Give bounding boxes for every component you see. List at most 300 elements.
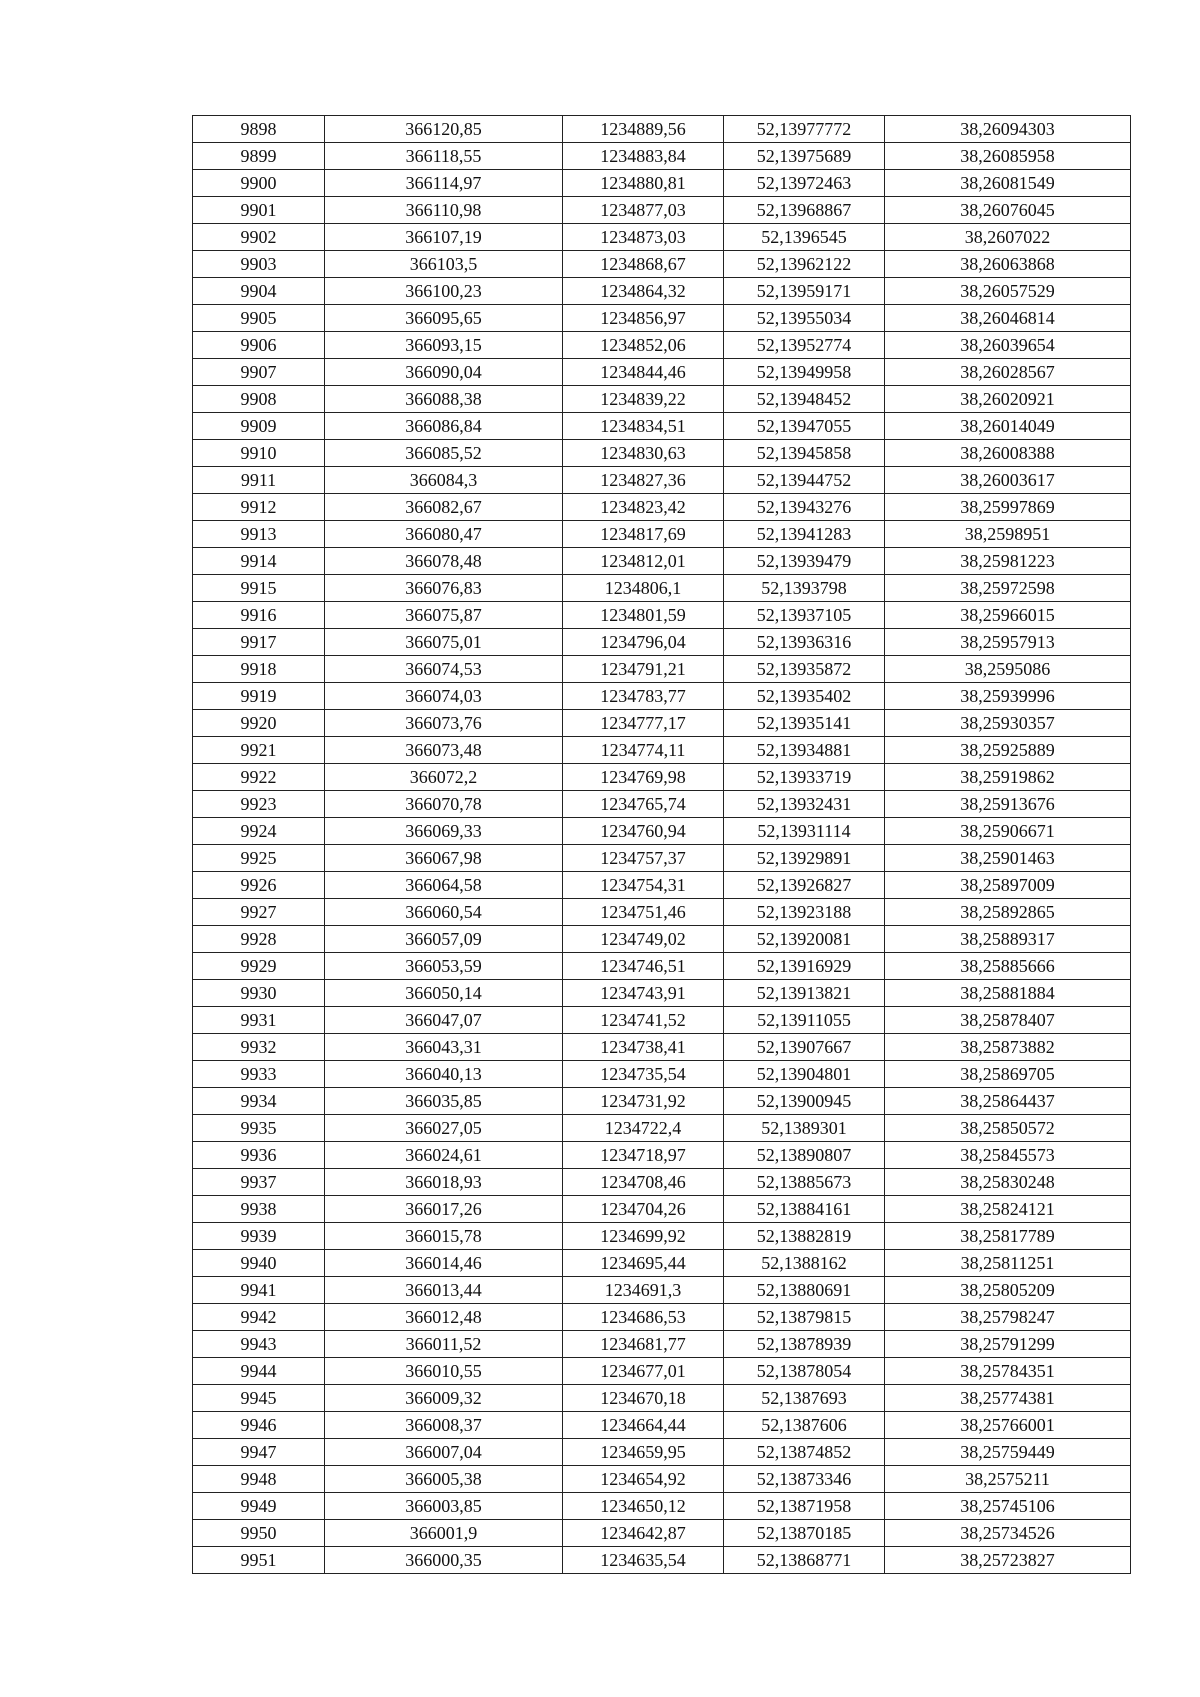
y-coordinate-cell: 1234757,37: [563, 845, 724, 872]
table-row: [193, 143, 1131, 170]
latitude-cell: 52,13935402: [724, 683, 885, 710]
y-coordinate-cell: 1234783,77: [563, 683, 724, 710]
x-coordinate-cell: 366001,9: [325, 1520, 563, 1547]
y-coordinate-cell: 1234880,81: [563, 170, 724, 197]
x-coordinate-cell: 366073,48: [325, 737, 563, 764]
longitude-cell: 38,26046814: [885, 305, 1131, 332]
x-coordinate-cell: 366069,33: [325, 818, 563, 845]
point-number-cell: 9901: [193, 197, 325, 224]
longitude-cell: 38,25892865: [885, 899, 1131, 926]
point-number-cell: 9945: [193, 1385, 325, 1412]
table-row: [193, 1007, 1131, 1034]
latitude-cell: 52,13885673: [724, 1169, 885, 1196]
longitude-cell: 38,25734526: [885, 1520, 1131, 1547]
longitude-cell: 38,25981223: [885, 548, 1131, 575]
x-coordinate-cell: 366013,44: [325, 1277, 563, 1304]
latitude-cell: 52,13911055: [724, 1007, 885, 1034]
table-row: [193, 1358, 1131, 1385]
y-coordinate-cell: 1234654,92: [563, 1466, 724, 1493]
table-row: [193, 116, 1131, 143]
y-coordinate-cell: 1234823,42: [563, 494, 724, 521]
table-row: [193, 1331, 1131, 1358]
point-number-cell: 9918: [193, 656, 325, 683]
x-coordinate-cell: 366057,09: [325, 926, 563, 953]
table-row: [193, 737, 1131, 764]
latitude-cell: 52,13873346: [724, 1466, 885, 1493]
point-number-cell: 9912: [193, 494, 325, 521]
table-row: [193, 1304, 1131, 1331]
longitude-cell: 38,26081549: [885, 170, 1131, 197]
table-row: [193, 710, 1131, 737]
point-number-cell: 9913: [193, 521, 325, 548]
longitude-cell: 38,25784351: [885, 1358, 1131, 1385]
table-row: [193, 845, 1131, 872]
table-row: [193, 467, 1131, 494]
latitude-cell: 52,13948452: [724, 386, 885, 413]
point-number-cell: 9939: [193, 1223, 325, 1250]
longitude-cell: 38,25850572: [885, 1115, 1131, 1142]
longitude-cell: 38,25881884: [885, 980, 1131, 1007]
y-coordinate-cell: 1234681,77: [563, 1331, 724, 1358]
latitude-cell: 52,13933719: [724, 764, 885, 791]
table-row: [193, 1034, 1131, 1061]
longitude-cell: 38,25766001: [885, 1412, 1131, 1439]
latitude-cell: 52,13913821: [724, 980, 885, 1007]
point-number-cell: 9934: [193, 1088, 325, 1115]
longitude-cell: 38,26063868: [885, 251, 1131, 278]
latitude-cell: 52,13947055: [724, 413, 885, 440]
longitude-cell: 38,26039654: [885, 332, 1131, 359]
x-coordinate-cell: 366107,19: [325, 224, 563, 251]
longitude-cell: 38,26057529: [885, 278, 1131, 305]
y-coordinate-cell: 1234751,46: [563, 899, 724, 926]
x-coordinate-cell: 366093,15: [325, 332, 563, 359]
longitude-cell: 38,25805209: [885, 1277, 1131, 1304]
y-coordinate-cell: 1234670,18: [563, 1385, 724, 1412]
point-number-cell: 9900: [193, 170, 325, 197]
longitude-cell: 38,2607022: [885, 224, 1131, 251]
table-row: [193, 548, 1131, 575]
table-row: [193, 764, 1131, 791]
latitude-cell: 52,13868771: [724, 1547, 885, 1574]
x-coordinate-cell: 366110,98: [325, 197, 563, 224]
point-number-cell: 9902: [193, 224, 325, 251]
x-coordinate-cell: 366014,46: [325, 1250, 563, 1277]
y-coordinate-cell: 1234877,03: [563, 197, 724, 224]
longitude-cell: 38,25897009: [885, 872, 1131, 899]
latitude-cell: 52,13900945: [724, 1088, 885, 1115]
longitude-cell: 38,25889317: [885, 926, 1131, 953]
x-coordinate-cell: 366017,26: [325, 1196, 563, 1223]
longitude-cell: 38,2598951: [885, 521, 1131, 548]
x-coordinate-cell: 366015,78: [325, 1223, 563, 1250]
y-coordinate-cell: 1234659,95: [563, 1439, 724, 1466]
latitude-cell: 52,13880691: [724, 1277, 885, 1304]
point-number-cell: 9929: [193, 953, 325, 980]
y-coordinate-cell: 1234868,67: [563, 251, 724, 278]
point-number-cell: 9922: [193, 764, 325, 791]
table-row: [193, 602, 1131, 629]
latitude-cell: 52,13871958: [724, 1493, 885, 1520]
y-coordinate-cell: 1234883,84: [563, 143, 724, 170]
x-coordinate-cell: 366060,54: [325, 899, 563, 926]
x-coordinate-cell: 366078,48: [325, 548, 563, 575]
table-row: [193, 224, 1131, 251]
longitude-cell: 38,26008388: [885, 440, 1131, 467]
latitude-cell: 52,13884161: [724, 1196, 885, 1223]
point-number-cell: 9919: [193, 683, 325, 710]
point-number-cell: 9932: [193, 1034, 325, 1061]
point-number-cell: 9908: [193, 386, 325, 413]
x-coordinate-cell: 366018,93: [325, 1169, 563, 1196]
point-number-cell: 9941: [193, 1277, 325, 1304]
latitude-cell: 52,13959171: [724, 278, 885, 305]
latitude-cell: 52,13944752: [724, 467, 885, 494]
table-row: [193, 1493, 1131, 1520]
x-coordinate-cell: 366103,5: [325, 251, 563, 278]
latitude-cell: 52,13907667: [724, 1034, 885, 1061]
x-coordinate-cell: 366082,67: [325, 494, 563, 521]
y-coordinate-cell: 1234642,87: [563, 1520, 724, 1547]
table-row: [193, 1196, 1131, 1223]
point-number-cell: 9950: [193, 1520, 325, 1547]
table-row: [193, 1250, 1131, 1277]
latitude-cell: 52,13926827: [724, 872, 885, 899]
x-coordinate-cell: 366035,85: [325, 1088, 563, 1115]
point-number-cell: 9940: [193, 1250, 325, 1277]
y-coordinate-cell: 1234801,59: [563, 602, 724, 629]
latitude-cell: 52,13890807: [724, 1142, 885, 1169]
table-row: [193, 1547, 1131, 1574]
table-row: [193, 980, 1131, 1007]
table-row: [193, 899, 1131, 926]
y-coordinate-cell: 1234695,44: [563, 1250, 724, 1277]
point-number-cell: 9938: [193, 1196, 325, 1223]
x-coordinate-cell: 366076,83: [325, 575, 563, 602]
point-number-cell: 9928: [193, 926, 325, 953]
point-number-cell: 9936: [193, 1142, 325, 1169]
table-row: [193, 1169, 1131, 1196]
y-coordinate-cell: 1234844,46: [563, 359, 724, 386]
latitude-cell: 52,13952774: [724, 332, 885, 359]
latitude-cell: 52,1387693: [724, 1385, 885, 1412]
x-coordinate-cell: 366070,78: [325, 791, 563, 818]
x-coordinate-cell: 366072,2: [325, 764, 563, 791]
longitude-cell: 38,25745106: [885, 1493, 1131, 1520]
point-number-cell: 9921: [193, 737, 325, 764]
latitude-cell: 52,13879815: [724, 1304, 885, 1331]
latitude-cell: 52,13955034: [724, 305, 885, 332]
x-coordinate-cell: 366005,38: [325, 1466, 563, 1493]
point-number-cell: 9917: [193, 629, 325, 656]
latitude-cell: 52,13939479: [724, 548, 885, 575]
longitude-cell: 38,26014049: [885, 413, 1131, 440]
point-number-cell: 9924: [193, 818, 325, 845]
latitude-cell: 52,13870185: [724, 1520, 885, 1547]
point-number-cell: 9943: [193, 1331, 325, 1358]
y-coordinate-cell: 1234834,51: [563, 413, 724, 440]
x-coordinate-cell: 366040,13: [325, 1061, 563, 1088]
latitude-cell: 52,13936316: [724, 629, 885, 656]
y-coordinate-cell: 1234777,17: [563, 710, 724, 737]
x-coordinate-cell: 366009,32: [325, 1385, 563, 1412]
longitude-cell: 38,26020921: [885, 386, 1131, 413]
x-coordinate-cell: 366010,55: [325, 1358, 563, 1385]
y-coordinate-cell: 1234765,74: [563, 791, 724, 818]
table-row: [193, 575, 1131, 602]
x-coordinate-cell: 366075,87: [325, 602, 563, 629]
latitude-cell: 52,1396545: [724, 224, 885, 251]
longitude-cell: 38,25864437: [885, 1088, 1131, 1115]
y-coordinate-cell: 1234830,63: [563, 440, 724, 467]
y-coordinate-cell: 1234769,98: [563, 764, 724, 791]
longitude-cell: 38,25878407: [885, 1007, 1131, 1034]
y-coordinate-cell: 1234731,92: [563, 1088, 724, 1115]
point-number-cell: 9920: [193, 710, 325, 737]
table-row: [193, 1223, 1131, 1250]
y-coordinate-cell: 1234864,32: [563, 278, 724, 305]
latitude-cell: 52,1387606: [724, 1412, 885, 1439]
latitude-cell: 52,13977772: [724, 116, 885, 143]
longitude-cell: 38,25939996: [885, 683, 1131, 710]
x-coordinate-cell: 366008,37: [325, 1412, 563, 1439]
table-row: [193, 683, 1131, 710]
latitude-cell: 52,13920081: [724, 926, 885, 953]
x-coordinate-cell: 366100,23: [325, 278, 563, 305]
latitude-cell: 52,13975689: [724, 143, 885, 170]
table-row: [193, 629, 1131, 656]
point-number-cell: 9903: [193, 251, 325, 278]
point-number-cell: 9909: [193, 413, 325, 440]
y-coordinate-cell: 1234691,3: [563, 1277, 724, 1304]
y-coordinate-cell: 1234743,91: [563, 980, 724, 1007]
point-number-cell: 9946: [193, 1412, 325, 1439]
longitude-cell: 38,26094303: [885, 116, 1131, 143]
latitude-cell: 52,1388162: [724, 1250, 885, 1277]
table-row: [193, 953, 1131, 980]
longitude-cell: 38,25972598: [885, 575, 1131, 602]
point-number-cell: 9951: [193, 1547, 325, 1574]
y-coordinate-cell: 1234889,56: [563, 116, 724, 143]
latitude-cell: 52,13929891: [724, 845, 885, 872]
y-coordinate-cell: 1234722,4: [563, 1115, 724, 1142]
longitude-cell: 38,25925889: [885, 737, 1131, 764]
y-coordinate-cell: 1234741,52: [563, 1007, 724, 1034]
longitude-cell: 38,25774381: [885, 1385, 1131, 1412]
x-coordinate-cell: 366027,05: [325, 1115, 563, 1142]
point-number-cell: 9905: [193, 305, 325, 332]
point-number-cell: 9899: [193, 143, 325, 170]
y-coordinate-cell: 1234873,03: [563, 224, 724, 251]
point-number-cell: 9937: [193, 1169, 325, 1196]
y-coordinate-cell: 1234699,92: [563, 1223, 724, 1250]
y-coordinate-cell: 1234664,44: [563, 1412, 724, 1439]
latitude-cell: 52,13935141: [724, 710, 885, 737]
latitude-cell: 52,13968867: [724, 197, 885, 224]
point-number-cell: 9925: [193, 845, 325, 872]
x-coordinate-cell: 366050,14: [325, 980, 563, 1007]
x-coordinate-cell: 366000,35: [325, 1547, 563, 1574]
point-number-cell: 9916: [193, 602, 325, 629]
y-coordinate-cell: 1234839,22: [563, 386, 724, 413]
latitude-cell: 52,13935872: [724, 656, 885, 683]
point-number-cell: 9910: [193, 440, 325, 467]
y-coordinate-cell: 1234774,11: [563, 737, 724, 764]
point-number-cell: 9927: [193, 899, 325, 926]
y-coordinate-cell: 1234817,69: [563, 521, 724, 548]
y-coordinate-cell: 1234708,46: [563, 1169, 724, 1196]
x-coordinate-cell: 366007,04: [325, 1439, 563, 1466]
table-row: [193, 170, 1131, 197]
latitude-cell: 52,13932431: [724, 791, 885, 818]
y-coordinate-cell: 1234812,01: [563, 548, 724, 575]
latitude-cell: 52,1389301: [724, 1115, 885, 1142]
coordinates-table-body: [193, 116, 1131, 1574]
y-coordinate-cell: 1234806,1: [563, 575, 724, 602]
latitude-cell: 52,13945858: [724, 440, 885, 467]
longitude-cell: 38,26028567: [885, 359, 1131, 386]
x-coordinate-cell: 366114,97: [325, 170, 563, 197]
longitude-cell: 38,25791299: [885, 1331, 1131, 1358]
table-row: [193, 359, 1131, 386]
point-number-cell: 9907: [193, 359, 325, 386]
table-row: [193, 386, 1131, 413]
longitude-cell: 38,2595086: [885, 656, 1131, 683]
longitude-cell: 38,25824121: [885, 1196, 1131, 1223]
y-coordinate-cell: 1234635,54: [563, 1547, 724, 1574]
point-number-cell: 9915: [193, 575, 325, 602]
table-row: [193, 1466, 1131, 1493]
latitude-cell: 52,13878054: [724, 1358, 885, 1385]
table-row: [193, 305, 1131, 332]
point-number-cell: 9926: [193, 872, 325, 899]
x-coordinate-cell: 366043,31: [325, 1034, 563, 1061]
x-coordinate-cell: 366024,61: [325, 1142, 563, 1169]
longitude-cell: 38,25873882: [885, 1034, 1131, 1061]
latitude-cell: 52,13934881: [724, 737, 885, 764]
y-coordinate-cell: 1234735,54: [563, 1061, 724, 1088]
x-coordinate-cell: 366088,38: [325, 386, 563, 413]
x-coordinate-cell: 366084,3: [325, 467, 563, 494]
y-coordinate-cell: 1234791,21: [563, 656, 724, 683]
latitude-cell: 52,13904801: [724, 1061, 885, 1088]
x-coordinate-cell: 366067,98: [325, 845, 563, 872]
point-number-cell: 9904: [193, 278, 325, 305]
table-row: [193, 197, 1131, 224]
table-row: [193, 1115, 1131, 1142]
y-coordinate-cell: 1234677,01: [563, 1358, 724, 1385]
longitude-cell: 38,25830248: [885, 1169, 1131, 1196]
x-coordinate-cell: 366073,76: [325, 710, 563, 737]
point-number-cell: 9933: [193, 1061, 325, 1088]
longitude-cell: 38,25817789: [885, 1223, 1131, 1250]
y-coordinate-cell: 1234754,31: [563, 872, 724, 899]
table-row: [193, 926, 1131, 953]
point-number-cell: 9948: [193, 1466, 325, 1493]
longitude-cell: 38,26003617: [885, 467, 1131, 494]
longitude-cell: 38,25723827: [885, 1547, 1131, 1574]
x-coordinate-cell: 366011,52: [325, 1331, 563, 1358]
x-coordinate-cell: 366080,47: [325, 521, 563, 548]
longitude-cell: 38,2575211: [885, 1466, 1131, 1493]
x-coordinate-cell: 366003,85: [325, 1493, 563, 1520]
table-row: [193, 1277, 1131, 1304]
point-number-cell: 9949: [193, 1493, 325, 1520]
point-number-cell: 9944: [193, 1358, 325, 1385]
x-coordinate-cell: 366012,48: [325, 1304, 563, 1331]
table-row: [193, 1439, 1131, 1466]
point-number-cell: 9914: [193, 548, 325, 575]
table-row: [193, 278, 1131, 305]
table-row: [193, 1412, 1131, 1439]
y-coordinate-cell: 1234827,36: [563, 467, 724, 494]
point-number-cell: 9942: [193, 1304, 325, 1331]
point-number-cell: 9923: [193, 791, 325, 818]
y-coordinate-cell: 1234718,97: [563, 1142, 724, 1169]
latitude-cell: 52,13941283: [724, 521, 885, 548]
table-row: [193, 521, 1131, 548]
latitude-cell: 52,13962122: [724, 251, 885, 278]
table-row: [193, 251, 1131, 278]
longitude-cell: 38,25930357: [885, 710, 1131, 737]
point-number-cell: 9898: [193, 116, 325, 143]
latitude-cell: 52,13949958: [724, 359, 885, 386]
longitude-cell: 38,25901463: [885, 845, 1131, 872]
longitude-cell: 38,25759449: [885, 1439, 1131, 1466]
latitude-cell: 52,13943276: [724, 494, 885, 521]
latitude-cell: 52,13923188: [724, 899, 885, 926]
table-row: [193, 791, 1131, 818]
longitude-cell: 38,26076045: [885, 197, 1131, 224]
coordinates-table: [192, 115, 1131, 1574]
y-coordinate-cell: 1234704,26: [563, 1196, 724, 1223]
x-coordinate-cell: 366064,58: [325, 872, 563, 899]
point-number-cell: 9947: [193, 1439, 325, 1466]
latitude-cell: 52,13874852: [724, 1439, 885, 1466]
point-number-cell: 9935: [193, 1115, 325, 1142]
y-coordinate-cell: 1234796,04: [563, 629, 724, 656]
x-coordinate-cell: 366118,55: [325, 143, 563, 170]
table-row: [193, 332, 1131, 359]
table-row: [193, 440, 1131, 467]
latitude-cell: 52,13937105: [724, 602, 885, 629]
point-number-cell: 9931: [193, 1007, 325, 1034]
x-coordinate-cell: 366074,03: [325, 683, 563, 710]
table-row: [193, 1061, 1131, 1088]
y-coordinate-cell: 1234650,12: [563, 1493, 724, 1520]
longitude-cell: 38,25885666: [885, 953, 1131, 980]
longitude-cell: 38,25957913: [885, 629, 1131, 656]
x-coordinate-cell: 366120,85: [325, 116, 563, 143]
longitude-cell: 38,25913676: [885, 791, 1131, 818]
point-number-cell: 9930: [193, 980, 325, 1007]
y-coordinate-cell: 1234760,94: [563, 818, 724, 845]
longitude-cell: 38,25906671: [885, 818, 1131, 845]
x-coordinate-cell: 366075,01: [325, 629, 563, 656]
x-coordinate-cell: 366074,53: [325, 656, 563, 683]
latitude-cell: 52,13972463: [724, 170, 885, 197]
x-coordinate-cell: 366090,04: [325, 359, 563, 386]
y-coordinate-cell: 1234686,53: [563, 1304, 724, 1331]
table-row: [193, 1142, 1131, 1169]
x-coordinate-cell: 366053,59: [325, 953, 563, 980]
y-coordinate-cell: 1234746,51: [563, 953, 724, 980]
table-row: [193, 656, 1131, 683]
table-row: [193, 413, 1131, 440]
table-row: [193, 1088, 1131, 1115]
longitude-cell: 38,25811251: [885, 1250, 1131, 1277]
table-row: [193, 1520, 1131, 1547]
